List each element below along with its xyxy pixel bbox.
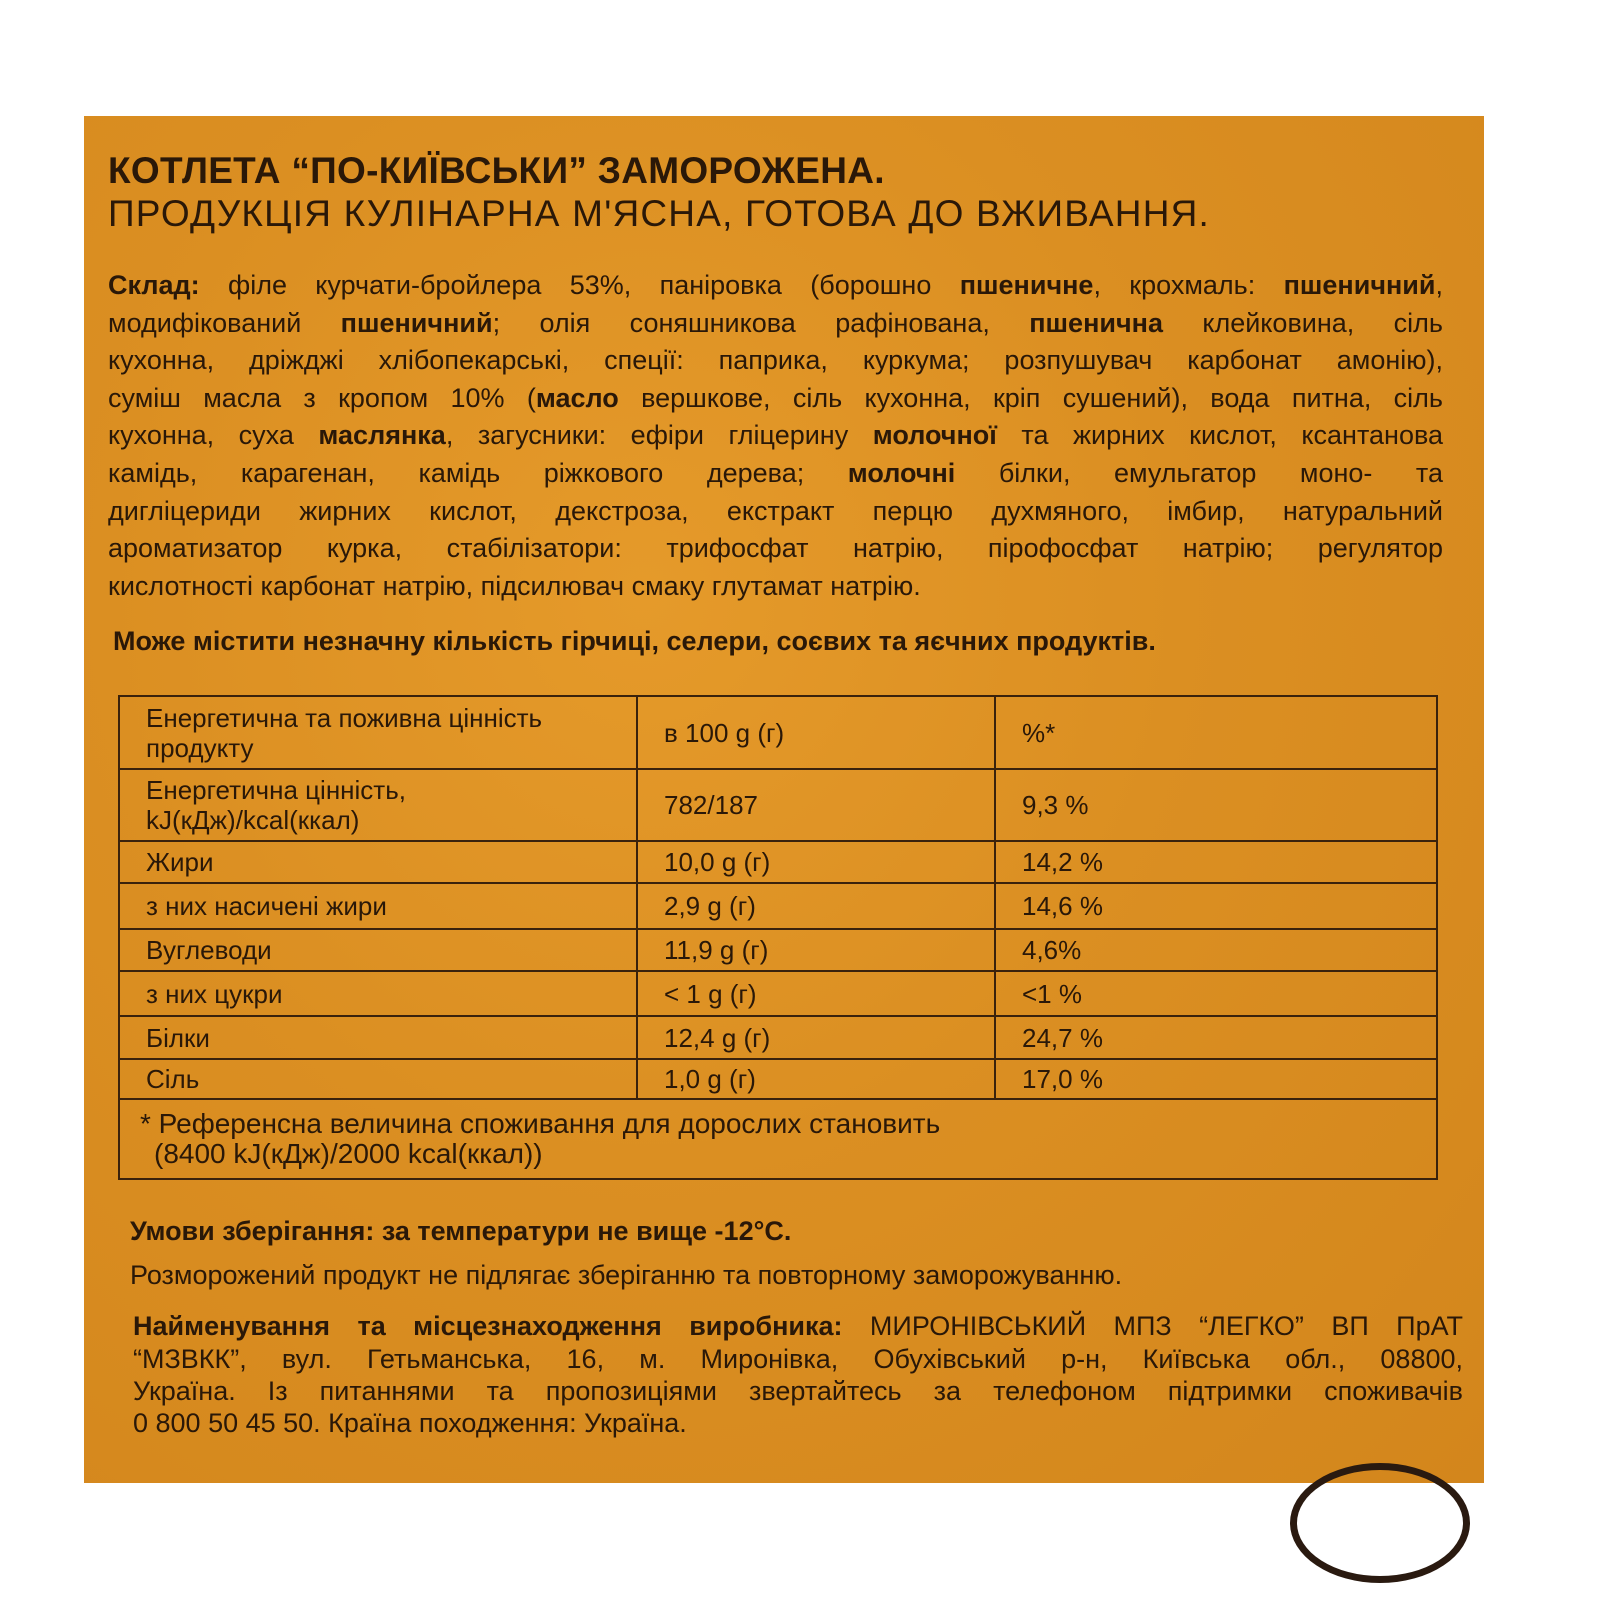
allergen-warning: Може містити незначну кількість гірчиці, селери, соєвих та яєчних продуктів.: [113, 626, 1156, 656]
ingredient-segment: , загусники: ефіри гліцерину: [445, 420, 873, 451]
ingredient-segment: камідь, карагенан, камідь ріжкового дерева;: [108, 458, 848, 488]
ingredient-bold-segment: Склад:: [108, 270, 200, 300]
ingredient-bold-segment: пшеничний: [1283, 270, 1436, 300]
nutrient-amount: 1,0 g (г): [637, 1059, 995, 1099]
ingredient-segment: дигліцериди жирних кислот, декстроза, екстракт перцю духмяного, імбир, натуральний: [108, 495, 1443, 526]
nutrient-name: Жири: [119, 841, 637, 883]
manufacturer-line: “МЗВКК”, вул. Гетьманська, 16, м. Миронівка, Обухівський р-н, Київська обл., 08800,: [133, 1344, 1463, 1374]
nutrient-name: з них насичені жири: [119, 883, 637, 929]
ingredient-segment: та жирних кислот, ксантанова: [996, 420, 1444, 451]
ingredient-segment: кислотності карбонат натрію, підсилювач смаку глутамат натрію.: [108, 570, 921, 601]
table-row: [119, 883, 1437, 929]
nutrient-percent: 17,0 %: [995, 1059, 1437, 1099]
nutrient-percent: 24,7 %: [995, 1016, 1437, 1059]
ingredient-segment: клейковина, сіль: [1162, 307, 1443, 338]
manufacturer-line: [133, 1311, 1463, 1342]
ingredient-segment: вершкове, сіль кухонна, кріп сушений), вода питна, сіль: [618, 382, 1443, 413]
nutrient-amount: 10,0 g (г): [637, 841, 995, 883]
ingredient-line: [108, 345, 1443, 376]
nutrient-amount: 11,9 g (г): [637, 929, 995, 971]
ingredient-line: [108, 420, 1443, 451]
header-cell: в 100 g (г): [637, 696, 995, 769]
ingredient-line: [108, 270, 1443, 301]
header-cell: Енергетична та поживна цінність продукту: [119, 696, 637, 769]
manufacturer-name: МИРОНІВСЬКИЙ МПЗ “ЛЕГКО” ВП ПрАТ: [842, 1311, 1463, 1341]
manufacturer-label: Найменування та місцезнаходження виробника:: [133, 1311, 843, 1341]
nutrient-percent: 4,6%: [995, 929, 1437, 971]
ingredient-segment: суміш масла з кропом 10% (: [108, 382, 536, 413]
table-header-row: [119, 696, 1437, 769]
ingredient-line: [108, 533, 1443, 564]
ingredient-bold-segment: масло: [535, 382, 619, 413]
ingredient-segment: філе курчати-бройлера 53%, паніровка (борошно: [199, 270, 960, 300]
table-row: [119, 929, 1437, 971]
ingredient-bold-segment: пшенична: [1029, 307, 1163, 338]
logo-arc: [1290, 1463, 1470, 1583]
ingredient-line: [108, 458, 1443, 489]
nutrient-amount: 782/187: [637, 769, 995, 841]
nutrient-percent: 14,6 %: [995, 883, 1437, 929]
manufacturer-line: Україна. Із питаннями та пропозиціями звертайтесь за телефоном підтримки споживачів: [133, 1376, 1463, 1406]
header-cell: %*: [995, 696, 1437, 769]
table-row: [119, 1059, 1437, 1099]
nutrient-name: з них цукри: [119, 971, 637, 1016]
ingredient-bold-segment: молочної: [872, 420, 997, 451]
nutrient-amount: 12,4 g (г): [637, 1016, 995, 1059]
footnote-line: (8400 kJ(кДж)/2000 kcal(ккал)): [154, 1138, 543, 1169]
ingredient-line: [108, 571, 1443, 602]
table-row: [119, 1016, 1437, 1059]
footnote-row: [119, 1099, 1437, 1179]
ingredient-segment: білки, емульгатор моно- та: [955, 458, 1444, 488]
nutrition-table: [118, 695, 1438, 1180]
ingredient-bold-segment: молочні: [847, 458, 956, 488]
ingredient-segment: ; олія соняшникова рафінована,: [492, 307, 1030, 338]
footnote-line: * Референсна величина споживання для дорослих становить: [140, 1108, 941, 1139]
ingredient-line: [108, 496, 1443, 527]
ingredient-segment: кухонна, дріжджі хлібопекарські, спеції: паприка, куркума; розпушувач карбонат амонію),: [108, 345, 1443, 376]
ingredient-segment: , крохмаль:: [1093, 270, 1284, 300]
storage-conditions: Умови зберігання: за температури не вище -12°С.: [130, 1216, 792, 1246]
nutrient-amount: < 1 g (г): [637, 971, 995, 1016]
nutrient-name: Енергетична цінність, kJ(кДж)/kcal(ккал): [119, 769, 637, 841]
nutrient-amount: 2,9 g (г): [637, 883, 995, 929]
table-row: [119, 769, 1437, 841]
nutrient-name: Сіль: [119, 1059, 637, 1099]
table-row: [119, 841, 1437, 883]
manufacturer-line: 0 800 50 45 50. Країна походження: Україна.: [133, 1408, 687, 1438]
ingredient-segment: модифікований: [108, 307, 341, 338]
nutrient-name: Білки: [119, 1016, 637, 1059]
nutrient-percent: <1 %: [995, 971, 1437, 1016]
storage-note: Розморожений продукт не підлягає зберіганню та повторному заморожуванню.: [130, 1260, 1123, 1290]
ingredient-segment: кухонна, суха: [108, 420, 319, 451]
nutrient-percent: 9,3 %: [995, 769, 1437, 841]
ingredient-segment: ,: [1435, 270, 1444, 300]
footnote: [119, 1099, 1437, 1179]
table-row: [119, 971, 1437, 1016]
ingredient-bold-segment: пшеничний: [340, 307, 493, 338]
ingredient-line: [108, 383, 1443, 414]
ingredient-bold-segment: маслянка: [318, 420, 446, 451]
ingredient-bold-segment: пшеничне: [959, 270, 1094, 300]
product-title: КОТЛЕТА “ПО-КИЇВСЬКИ” ЗАМОРОЖЕНА.: [108, 150, 885, 191]
product-subtitle: ПРОДУКЦІЯ КУЛІНАРНА М'ЯСНА, ГОТОВА ДО ВЖИВАННЯ.: [108, 193, 1211, 234]
nutrient-name: Вуглеводи: [119, 929, 637, 971]
ingredient-line: [108, 308, 1443, 339]
ingredient-segment: ароматизатор курка, стабілізатори: трифосфат натрію, пірофосфат натрію; регулятор: [108, 533, 1443, 564]
nutrient-percent: 14,2 %: [995, 841, 1437, 883]
